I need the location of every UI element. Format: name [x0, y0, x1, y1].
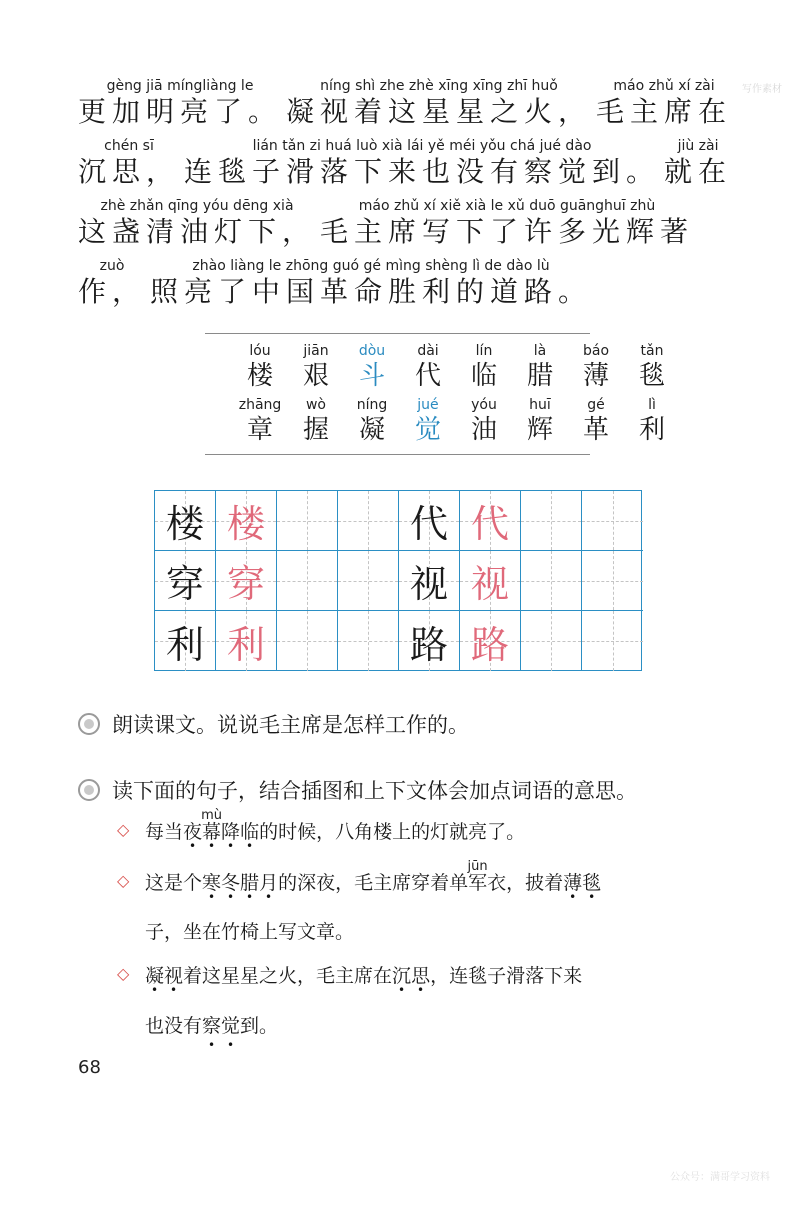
- pinyin: zuò: [99, 258, 125, 274]
- watermark-top: 写作素材: [742, 84, 782, 95]
- hanzi: 沉思，: [78, 155, 181, 188]
- word-card: yóu 油: [470, 397, 497, 445]
- diamond-bullet-icon: ◇: [117, 871, 130, 890]
- text-line-1: [78, 78, 732, 130]
- grid-cell: [277, 491, 338, 551]
- grid-cell: [460, 491, 521, 551]
- grid-cell: [582, 611, 643, 671]
- word-card: dài 代: [414, 343, 441, 391]
- exercise-1-text: 朗读课文。说说毛主席是怎样工作的。: [112, 713, 469, 737]
- pinyin: zhào liàng le zhōng guó gé mìng shèng lì de dào lù: [192, 258, 550, 274]
- writing-grid: [154, 490, 642, 671]
- grid-cell: [155, 551, 216, 611]
- trace-character: 路: [470, 622, 509, 667]
- trace-character: 楼: [226, 502, 265, 546]
- hanzi: 毛主席写下了许多光辉著: [320, 215, 695, 248]
- grid-cell: [399, 611, 460, 671]
- grid-cell: [338, 551, 399, 611]
- exercise-2: [78, 775, 637, 805]
- trace-character: 穿: [226, 562, 265, 606]
- grid-cell: [216, 611, 277, 671]
- word-card: là 腊: [526, 343, 553, 391]
- grid-cell: [399, 491, 460, 551]
- grid-cell: [460, 551, 521, 611]
- word-card: wò 握: [302, 397, 329, 445]
- word-box-bottom-rule: [205, 454, 590, 455]
- text-line-3: [78, 198, 694, 250]
- hanzi: 连毯子滑落下来也没有察觉到。: [184, 155, 661, 188]
- pinyin: zhè zhǎn qīng yóu dēng xià: [100, 198, 294, 214]
- grid-cell: [460, 611, 521, 671]
- pinyin: jiù zài: [677, 138, 719, 154]
- hanzi: 凝视着这星星之火，: [286, 95, 593, 128]
- hanzi: 毛主席在: [596, 95, 733, 128]
- sentence-2-text: 这是个寒冬腊月的深夜，毛主席穿着单 jūn 军衣，披着薄毯: [145, 859, 602, 894]
- pinyin: chén sī: [104, 138, 154, 154]
- model-character: 路: [409, 622, 448, 667]
- exercise-1: [78, 709, 469, 739]
- word-card: huī 辉: [526, 397, 553, 445]
- model-character: 利: [165, 622, 204, 667]
- word-card: báo 薄: [582, 343, 610, 391]
- grid-cell: [216, 551, 277, 611]
- word-card: níng 凝: [356, 397, 388, 445]
- pinyin: níng shì zhe zhè xīng xīng zhī huǒ: [320, 78, 558, 94]
- pinyin: máo zhǔ xí xiě xià le xǔ duō guānghuī zhù: [358, 198, 656, 214]
- exercise-icon: [78, 713, 100, 735]
- sentence-item-1: [117, 808, 755, 847]
- hanzi: 这盏清油灯下，: [78, 215, 317, 248]
- hanzi: 照亮了中国革命胜利的道路。: [150, 275, 593, 308]
- word-card-highlight: dòu 斗: [358, 343, 386, 391]
- word-box-top-rule: [205, 333, 590, 334]
- grid-cell: [521, 611, 582, 671]
- grid-cell: [399, 551, 460, 611]
- trace-character: 代: [470, 502, 509, 546]
- pinyin: gèng jiā míngliàng le: [106, 78, 254, 94]
- word-card: jiān 艰: [302, 343, 329, 391]
- word-card: lì 利: [638, 397, 665, 445]
- grid-cell: [521, 551, 582, 611]
- word-card: tǎn 毯: [638, 343, 665, 391]
- trace-character: 视: [470, 562, 509, 606]
- exercise-icon: [78, 779, 100, 801]
- hanzi: 更加明亮了。: [78, 95, 283, 128]
- model-character: 视: [409, 562, 448, 606]
- word-card: lín 临: [470, 343, 497, 391]
- hanzi: 作，: [78, 275, 147, 308]
- sentence-3-continuation: 也没有察觉到。: [145, 1015, 279, 1037]
- model-character: 穿: [165, 562, 204, 606]
- word-box-row-1: [232, 343, 680, 392]
- word-card: zhāng 章: [238, 397, 282, 445]
- sentence-1-text: 每当夜 mù 幕 •降临的时候，八角楼上的灯就亮了。: [145, 817, 755, 847]
- word-box-row-2: [232, 397, 680, 446]
- page-number: 68: [78, 1057, 101, 1078]
- word-card-highlight: jué 觉: [414, 397, 441, 445]
- grid-cell: [277, 551, 338, 611]
- grid-cell: [582, 491, 643, 551]
- diamond-bullet-icon: ◇: [117, 964, 130, 983]
- model-character: 楼: [165, 502, 204, 546]
- pinyin: lián tǎn zi huá luò xià lái yě méi yǒu chá jué dào: [252, 138, 592, 154]
- grid-cell: [521, 491, 582, 551]
- grid-cell: [216, 491, 277, 551]
- word-card: lóu 楼: [246, 343, 273, 391]
- text-line-2: [78, 138, 732, 190]
- hanzi: 就在: [664, 155, 733, 188]
- grid-cell: [582, 551, 643, 611]
- word-card: gé 革: [582, 397, 609, 445]
- pinyin: máo zhǔ xí zài: [613, 78, 715, 94]
- sentence-3-text: 凝视着这星星之火，毛主席在沉思，连毯子滑落下来: [145, 965, 583, 987]
- grid-cell: [277, 611, 338, 671]
- sentence-2-continuation: 子，坐在竹椅上写文章。: [145, 921, 355, 943]
- grid-cell: [338, 611, 399, 671]
- grid-cell: [155, 491, 216, 551]
- trace-character: 利: [226, 622, 265, 667]
- sentence-item-3: [117, 961, 755, 991]
- diamond-bullet-icon: ◇: [117, 820, 130, 839]
- exercise-2-text: 读下面的句子，结合插图和上下文体会加点词语的意思。: [112, 779, 637, 803]
- text-line-4: [78, 258, 592, 310]
- grid-cell: [338, 491, 399, 551]
- model-character: 代: [409, 502, 448, 546]
- watermark-bottom: 公众号：满哥学习资料: [670, 1172, 770, 1183]
- grid-cell: [155, 611, 216, 671]
- sentence-item-2: [117, 859, 755, 898]
